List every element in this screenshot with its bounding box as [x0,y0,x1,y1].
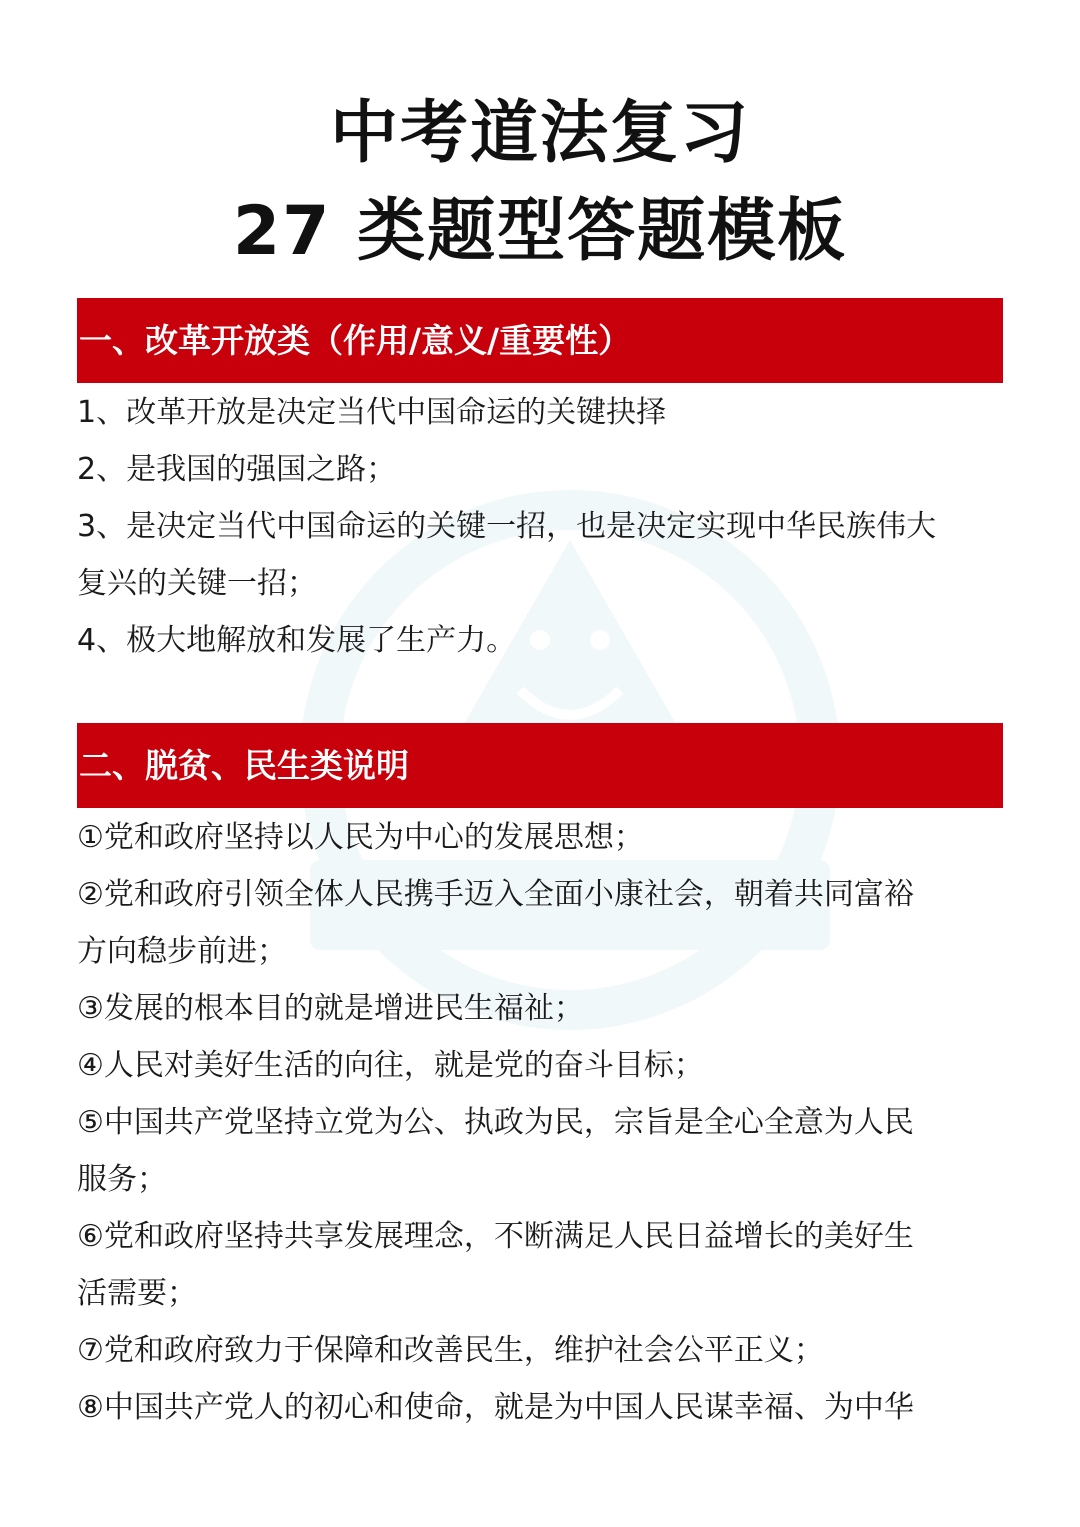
list-item: ⑦党和政府致力于保障和改善民生，维护社会公平正义； [77,1333,824,1368]
list-item: 复兴的关键一招； [77,566,317,601]
section-heading-reform: 一、改革开放类（作用/意义/重要性） [77,298,1003,383]
section-heading-livelihood: 二、脱贫、民生类说明 [77,723,1003,808]
list-item: ⑧中国共产党人的初心和使命，就是为中国人民谋幸福、为中华 [77,1390,914,1425]
list-item: 方向稳步前进； [77,934,287,969]
list-item: ⑤中国共产党坚持立党为公、执政为民，宗旨是全心全意为人民 [77,1105,914,1140]
list-item: 服务； [77,1162,167,1197]
list-item: ②党和政府引领全体人民携手迈入全面小康社会，朝着共同富裕 [77,877,914,912]
list-item: ③发展的根本目的就是增进民生福祉； [77,991,584,1026]
list-item: ④人民对美好生活的向往，就是党的奋斗目标； [77,1048,704,1083]
list-item: 2、是我国的强国之路； [77,452,397,487]
list-item: 3、是决定当代中国命运的关键一招，也是决定实现中华民族伟大 [77,509,937,544]
list-item: 4、极大地解放和发展了生产力。 [77,623,517,658]
list-item: 活需要； [77,1276,197,1311]
list-item: ⑥党和政府坚持共享发展理念，不断满足人民日益增长的美好生 [77,1219,914,1254]
list-item: ①党和政府坚持以人民为中心的发展思想； [77,820,644,855]
page-title-line-2: 27 类题型答题模板 [232,192,848,271]
page-title-line-1: 中考道法复习 [329,94,750,173]
list-item: 1、改革开放是决定当代中国命运的关键抉择 [77,395,667,430]
